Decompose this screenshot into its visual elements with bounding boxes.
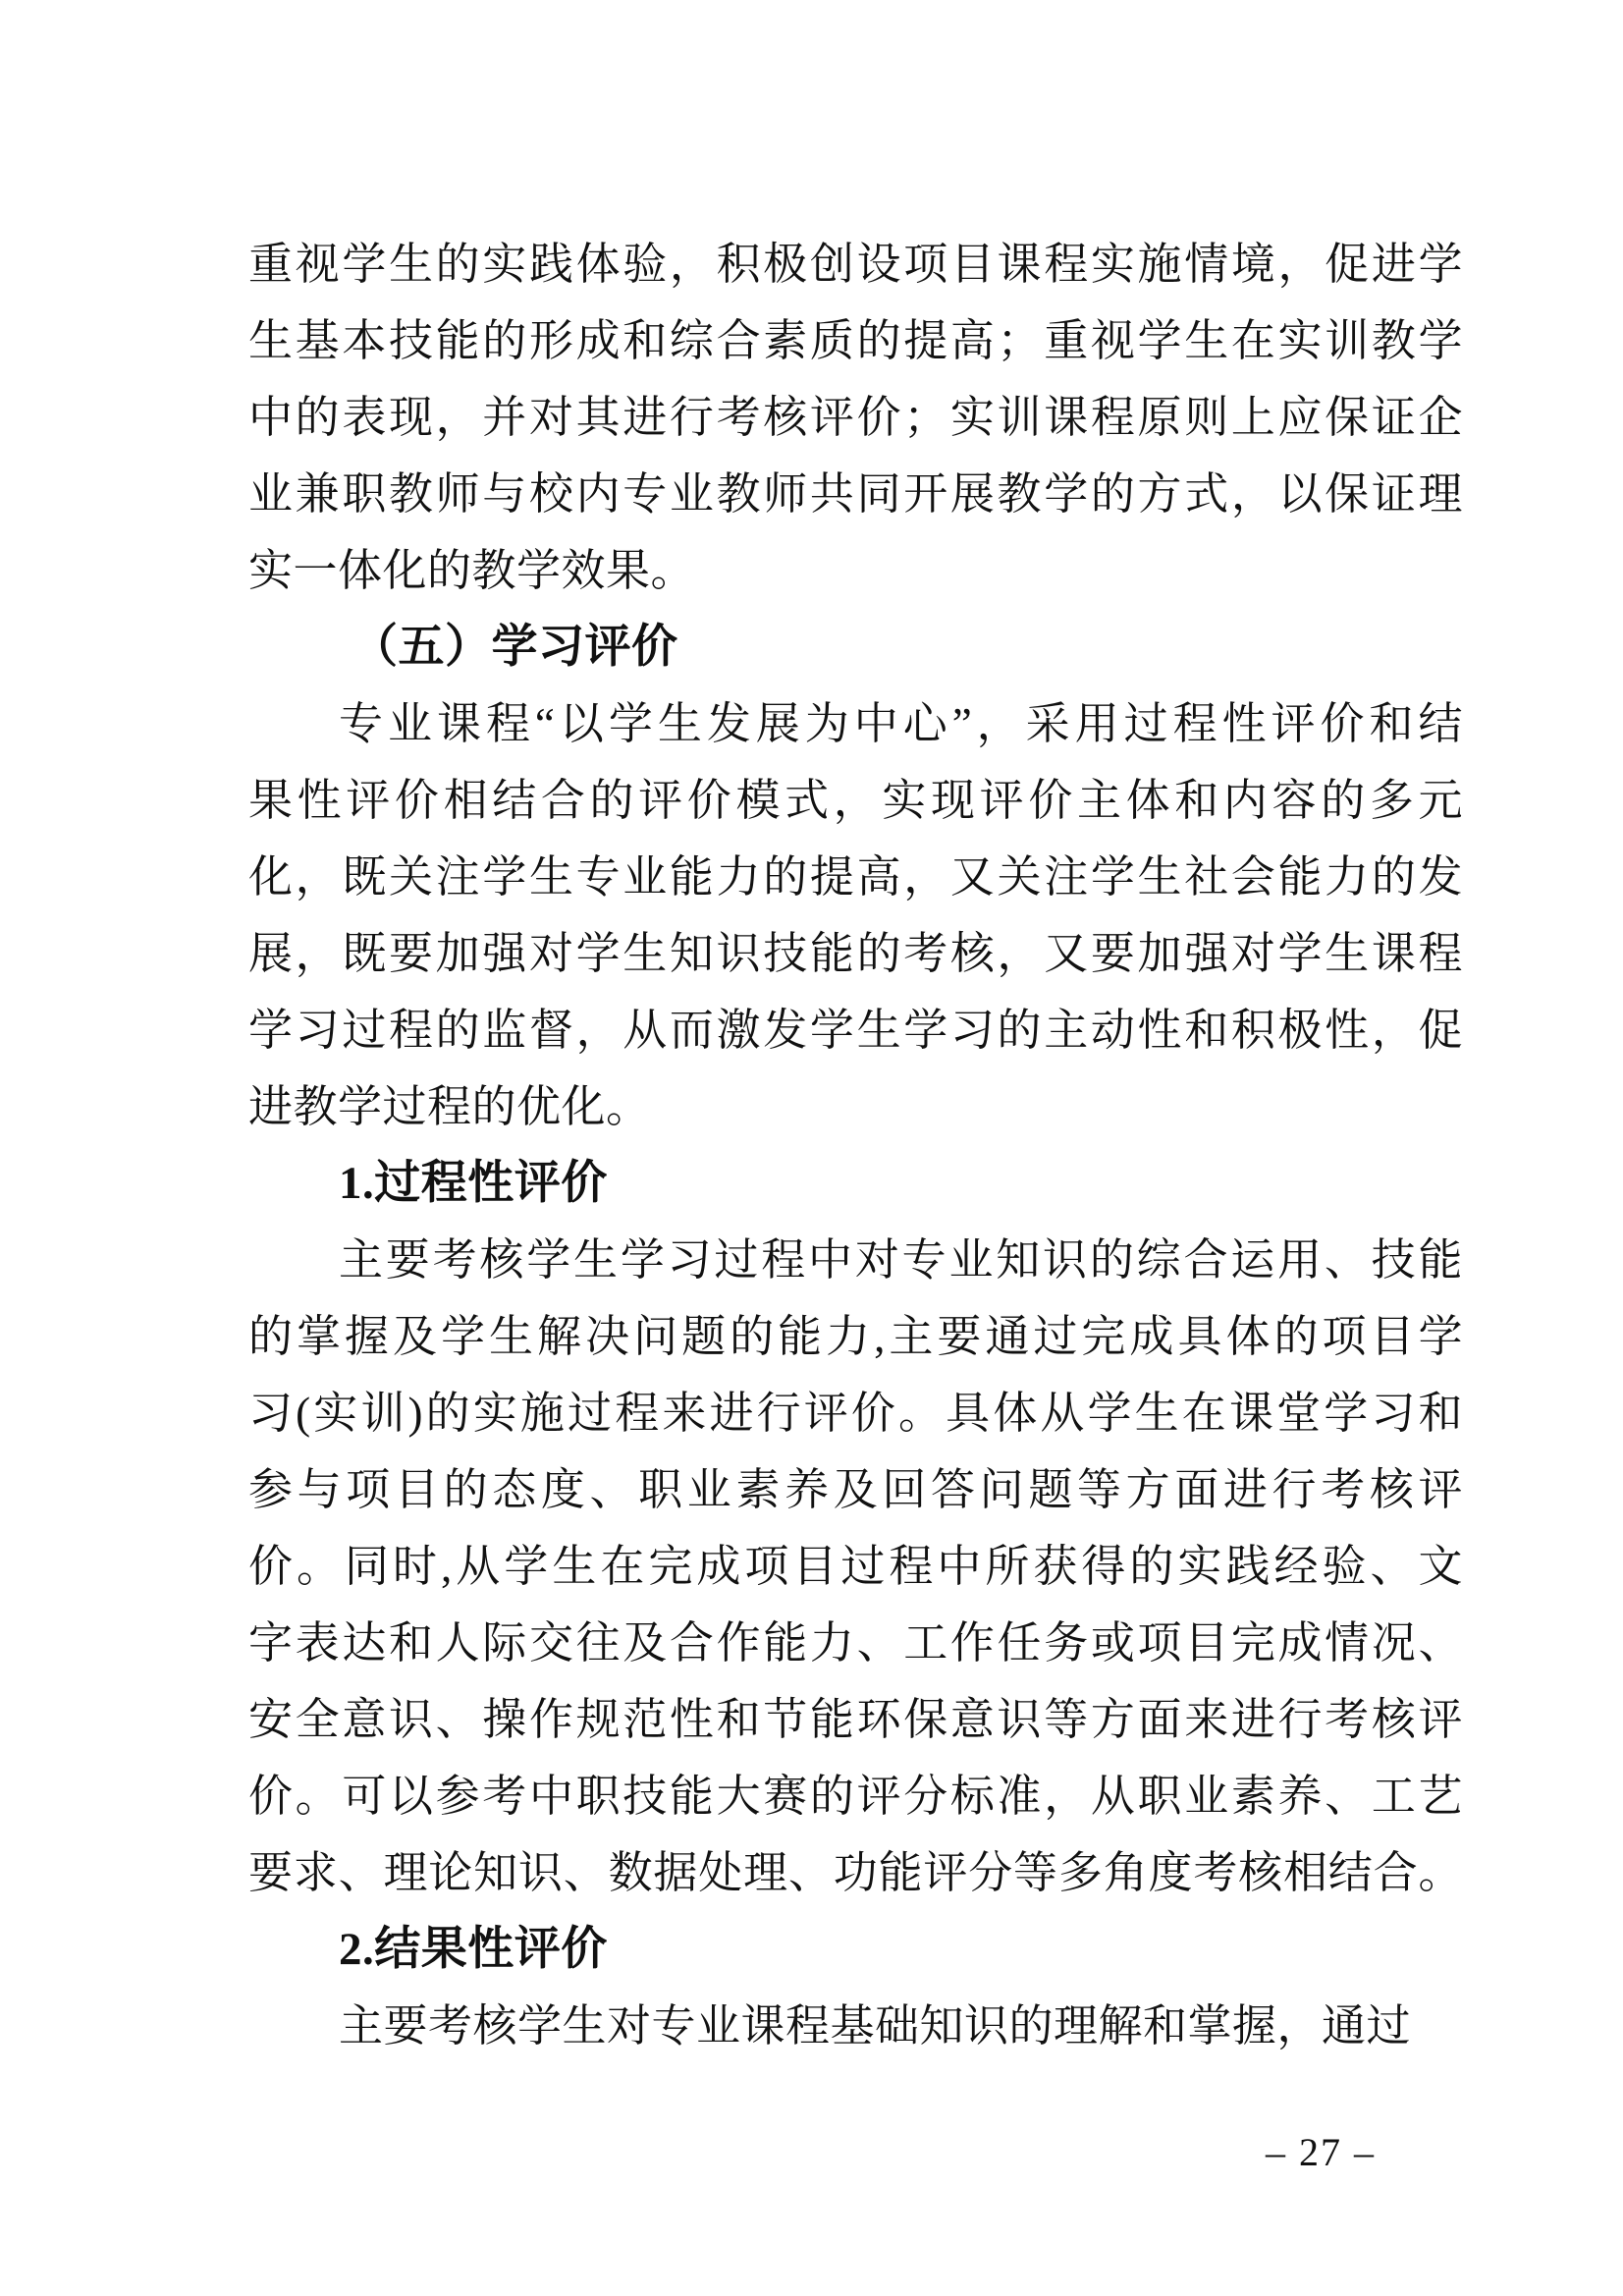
text-line: 化，既关注学生专业能力的提高，又关注学生社会能力的发 <box>248 852 1463 902</box>
text-line: 展，既要加强对学生知识技能的考核，又要加强对学生课程 <box>248 929 1463 978</box>
text-line: 要求、理论知识、数据处理、功能评分等多角度考核相结合。 <box>248 1848 1463 1897</box>
section-heading: 2.结果性评价 <box>339 1924 608 1975</box>
text-line: 主要考核学生对专业课程基础知识的理解和掌握，通过 <box>339 2001 1412 2050</box>
text-line: 业兼职教师与校内专业教师共同开展教学的方式，以保证理 <box>248 469 1463 519</box>
section-heading: （五）学习评价 <box>352 622 678 673</box>
section-heading: 1.过程性评价 <box>339 1158 608 1209</box>
text-line: 生基本技能的形成和综合素质的提高；重视学生在实训教学 <box>248 316 1463 365</box>
text-line: 安全意识、操作规范性和节能环保意识等方面来进行考核评 <box>248 1695 1463 1744</box>
text-line: 实一体化的教学效果。 <box>248 546 696 595</box>
text-line: 重视学生的实践体验，积极创设项目课程实施情境，促进学 <box>248 240 1463 289</box>
text-line: 果性评价相结合的评价模式，实现评价主体和内容的多元 <box>248 776 1463 825</box>
text-line: 的掌握及学生解决问题的能力,主要通过完成具体的项目学 <box>248 1312 1463 1361</box>
text-line: 价。同时,从学生在完成项目过程中所获得的实践经验、文 <box>248 1542 1463 1591</box>
text-line: 专业课程“以学生发展为中心”，采用过程性评价和结 <box>339 699 1463 748</box>
text-line: 字表达和人际交往及合作能力、工作任务或项目完成情况、 <box>248 1618 1463 1667</box>
text-line: 主要考核学生学习过程中对专业知识的综合运用、技能 <box>339 1235 1463 1285</box>
text-line: 参与项目的态度、职业素养及回答问题等方面进行考核评 <box>248 1465 1463 1514</box>
text-line: 学习过程的监督，从而激发学生学习的主动性和积极性，促 <box>248 1006 1463 1055</box>
text-line: 习(实训)的实施过程来进行评价。具体从学生在课堂学习和 <box>248 1389 1463 1438</box>
text-line: 价。可以参考中职技能大赛的评分标准，从职业素养、工艺 <box>248 1772 1463 1821</box>
document-text-block <box>248 228 1463 2066</box>
text-line: 进教学过程的优化。 <box>248 1082 651 1131</box>
text-line: 中的表现，并对其进行考核评价；实训课程原则上应保证企 <box>248 393 1463 442</box>
page-number: – 27 – <box>1266 2130 1376 2174</box>
